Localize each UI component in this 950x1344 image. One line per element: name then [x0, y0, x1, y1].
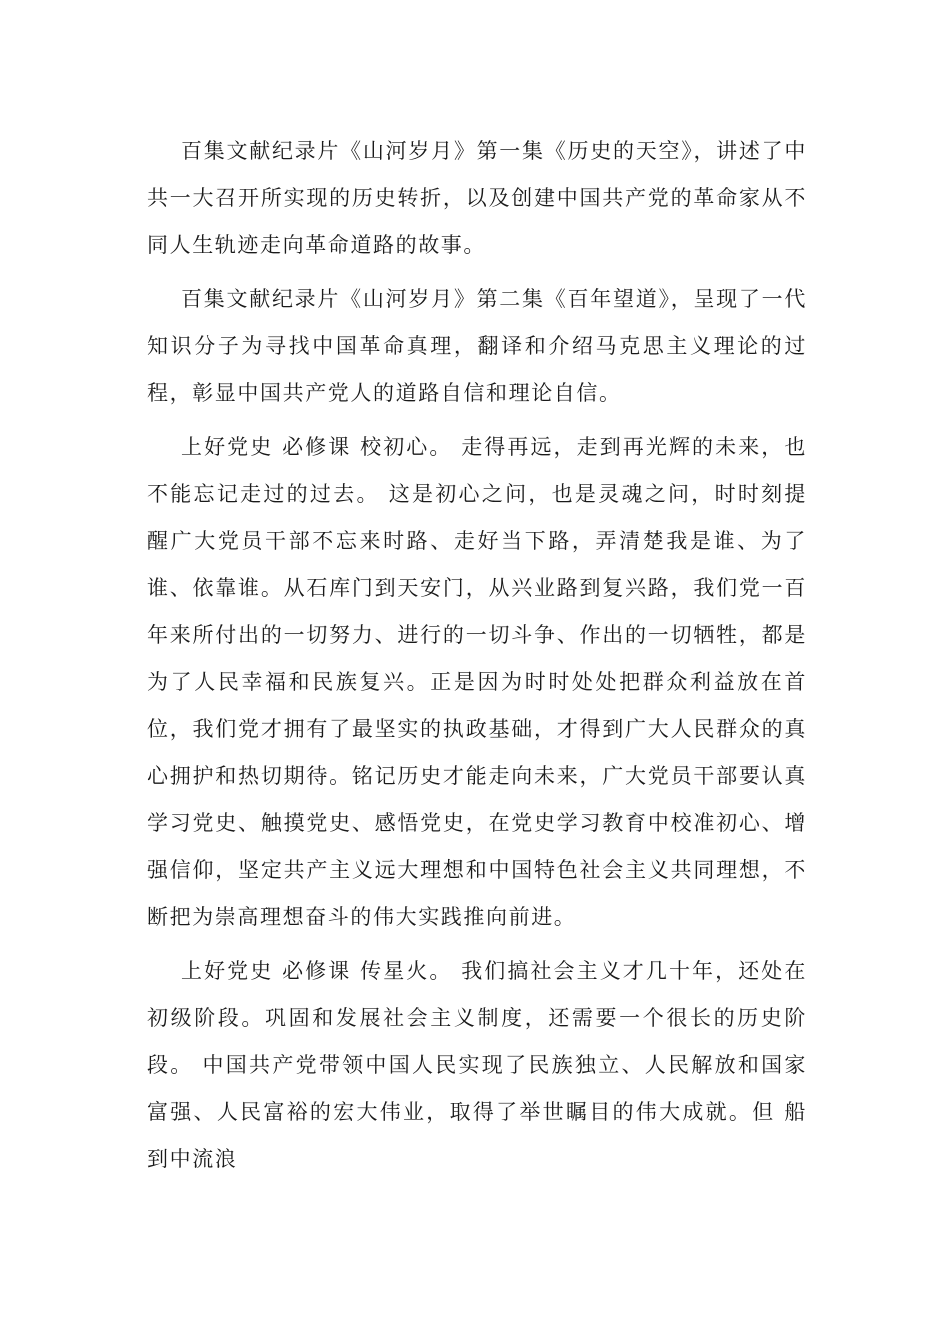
paragraph-episode-one: 百集文献纪录片《山河岁月》第一集《历史的天空》，讲述了中共一大召开所实现的历史转折，以及创建中国共产党的革命家从不同人生轨迹走向革命道路的故事。	[147, 139, 807, 257]
paragraph-pass-on-the-torch: 上好党史 必修课 传星火。 我们搞社会主义才几十年，还处在初级阶段。巩固和发展社会主义制度，还需要一个很长的历史阶段。 中国共产党带领中国人民实现了民族独立、人民解放和国家富强、人民富裕的宏大伟业，取得了举世瞩目的伟大成就。但 船到中流浪	[147, 959, 807, 1171]
paragraph-episode-two: 百集文献纪录片《山河岁月》第二集《百年望道》，呈现了一代知识分子为寻找中国革命真理，翻译和介绍马克思主义理论的过程，彰显中国共产党人的道路自信和理论自信。	[147, 287, 807, 405]
document-body	[147, 128, 807, 1183]
paragraph-original-aspiration: 上好党史 必修课 校初心。 走得再远，走到再光辉的未来，也不能忘记走过的过去。 这是初心之问，也是灵魂之问，时时刻提醒广大党员干部不忘来时路、走好当下路，弄清楚我是谁、为了谁、依靠谁。从石库门到天安门，从兴业路到复兴路，我们党一百年来所付出的一切努力、进行的一切斗争、作出的一切牺牲，都是为了人民幸福和民族复兴。正是因为时时处处把群众利益放在首位，我们党才拥有了最坚实的执政基础，才得到广大人民群众的真心拥护和热切期待。铭记历史才能走向未来，广大党员干部要认真学习党史、触摸党史、感悟党史，在党史学习教育中校准初心、增强信仰，坚定共产主义远大理想和中国特色社会主义共同理想，不断把为崇高理想奋斗的伟大实践推向前进。	[147, 435, 807, 929]
